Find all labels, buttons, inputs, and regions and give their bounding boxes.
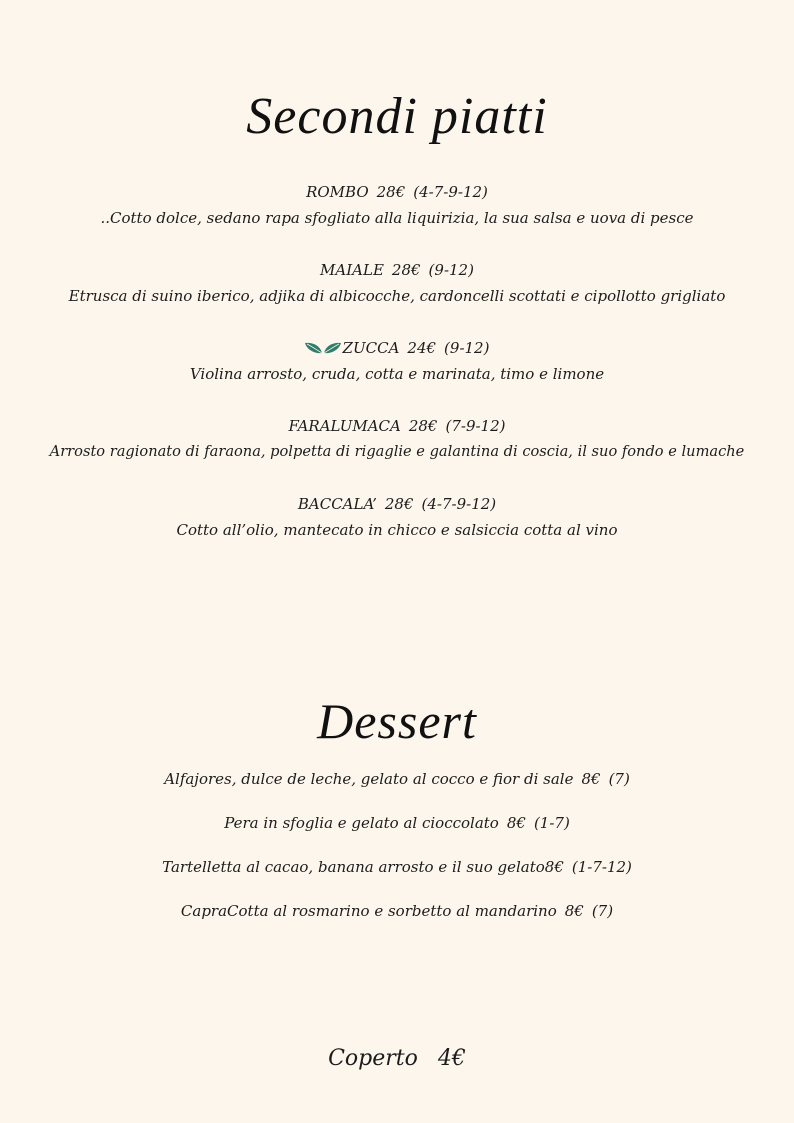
dish-description: Arrosto ragionato di faraona, polpetta di rigaglie e galantina di coscia, il suo fondo e lumache xyxy=(49,443,745,460)
cover-charge xyxy=(0,1044,794,1074)
dish-heading xyxy=(0,416,794,436)
dish-name: ZUCCA xyxy=(342,339,400,357)
dish-price: 24€ xyxy=(407,339,437,357)
dish-name: FARALUMACA xyxy=(288,417,401,435)
dessert-item xyxy=(0,857,794,877)
dish-price: 28€ xyxy=(384,495,414,513)
leaf-icon xyxy=(305,340,341,360)
dish-price: 28€ xyxy=(376,183,406,201)
dish-description: Etrusca di suino iberico, adjika di albicocche, cardoncelli scottati e cipollotto grigliato xyxy=(68,287,726,305)
section-title-dessert: Dessert xyxy=(317,693,477,749)
dessert-text: Tartelletta al cacao, banana arrosto e il suo gelato xyxy=(162,858,545,876)
dish-description: ..Cotto dolce, sedano rapa sfogliato alla liquirizia, la sua salsa e uova di pesce xyxy=(100,209,694,227)
dish-allergens: (7-9-12) xyxy=(445,417,506,435)
dessert-item xyxy=(0,769,794,789)
dish-allergens: (9-12) xyxy=(428,261,474,279)
dessert-allergens: (1-7-12) xyxy=(571,858,632,876)
section-title-secondi: Secondi piatti xyxy=(246,88,548,145)
dessert-allergens: (7) xyxy=(608,770,630,788)
dessert-text: Pera in sfoglia e gelato al cioccolato xyxy=(224,814,499,832)
cover-price: 4€ xyxy=(437,1046,466,1071)
dessert-item xyxy=(0,813,794,833)
dish-description: Violina arrosto, cruda, cotta e marinata, timo e limone xyxy=(189,365,605,383)
dessert-price: 8€ xyxy=(506,814,526,832)
dessert-allergens: (7) xyxy=(591,902,614,920)
dessert-price: 8€ xyxy=(581,770,601,788)
dish-allergens: (4-7-9-12) xyxy=(421,495,497,513)
dessert-allergens: (1-7) xyxy=(533,814,570,832)
dish-heading xyxy=(0,494,794,514)
dessert-item xyxy=(0,901,794,921)
dessert-price: 8€ xyxy=(564,902,584,920)
dish-allergens: (4-7-9-12) xyxy=(413,183,488,201)
dish-name: ROMBO xyxy=(306,183,369,201)
dish-description: Cotto all’olio, mantecato in chicco e salsiccia cotta al vino xyxy=(176,521,618,539)
dish-heading xyxy=(0,182,794,202)
dish-name: BACCALA’ xyxy=(297,495,377,513)
dish-heading xyxy=(0,338,794,360)
dish-heading xyxy=(0,260,794,280)
dish-price: 28€ xyxy=(408,417,438,435)
dish-price: 28€ xyxy=(391,261,421,279)
dish-allergens: (9-12) xyxy=(444,339,490,357)
dessert-text: Alfajores, dulce de leche, gelato al cocco e fior di sale xyxy=(164,770,574,788)
dessert-text: CapraCotta al rosmarino e sorbetto al mandarino xyxy=(180,902,557,920)
dish-name: MAIALE xyxy=(320,261,384,279)
dessert-price: 8€ xyxy=(544,858,564,876)
cover-label: Coperto xyxy=(328,1046,418,1071)
